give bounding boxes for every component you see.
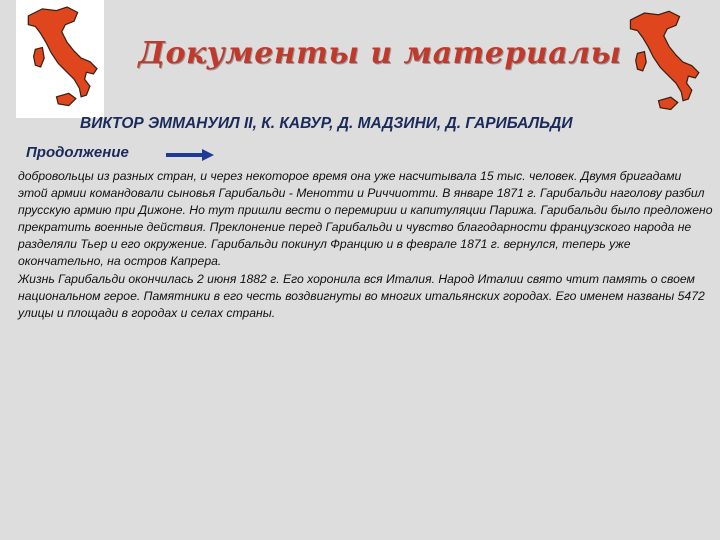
page-title: Документы и материалы xyxy=(138,36,622,71)
paragraph: добровольцы из разных стран, и через некоторое время она уже насчитывала 15 тыс. человек. Двумя бригадами этой армии командовали сыновья Гарибальди - Менотти и Риччиотти. В январе 1871 г. Гарибальди наголову разбил прусскую армию при Дижоне. Но тут пришли вести о перемирии и капитуляции Парижа. Гарибальди было предложено прекратить военные действия. Преклонение перед Гарибальди и чувство благодарности французского народа не разделяли Тьер и его окружение. Гарибальди покинул Францию и в феврале 1871 г. вернулся, теперь уже окончательно, на остров Капрера. xyxy=(18,169,713,269)
right-arrow-icon[interactable] xyxy=(166,148,214,162)
section-heading: ВИКТОР ЭММАНУИЛ II, К. КАВУР, Д. МАДЗИНИ, Д. ГАРИБАЛЬДИ xyxy=(80,115,573,132)
continue-link[interactable]: Продолжение xyxy=(26,144,129,161)
body-text xyxy=(18,168,714,322)
paragraph: Жизнь Гарибальди окончилась 2 июня 1882 г. Его хоронила вся Италия. Народ Италии свято чтит память о своем национальном герое. Памятники в его честь воздвигнуты во многих итальянских городах. Его именем названы 5472 улицы и площади в городах и селах страны. xyxy=(18,271,705,320)
